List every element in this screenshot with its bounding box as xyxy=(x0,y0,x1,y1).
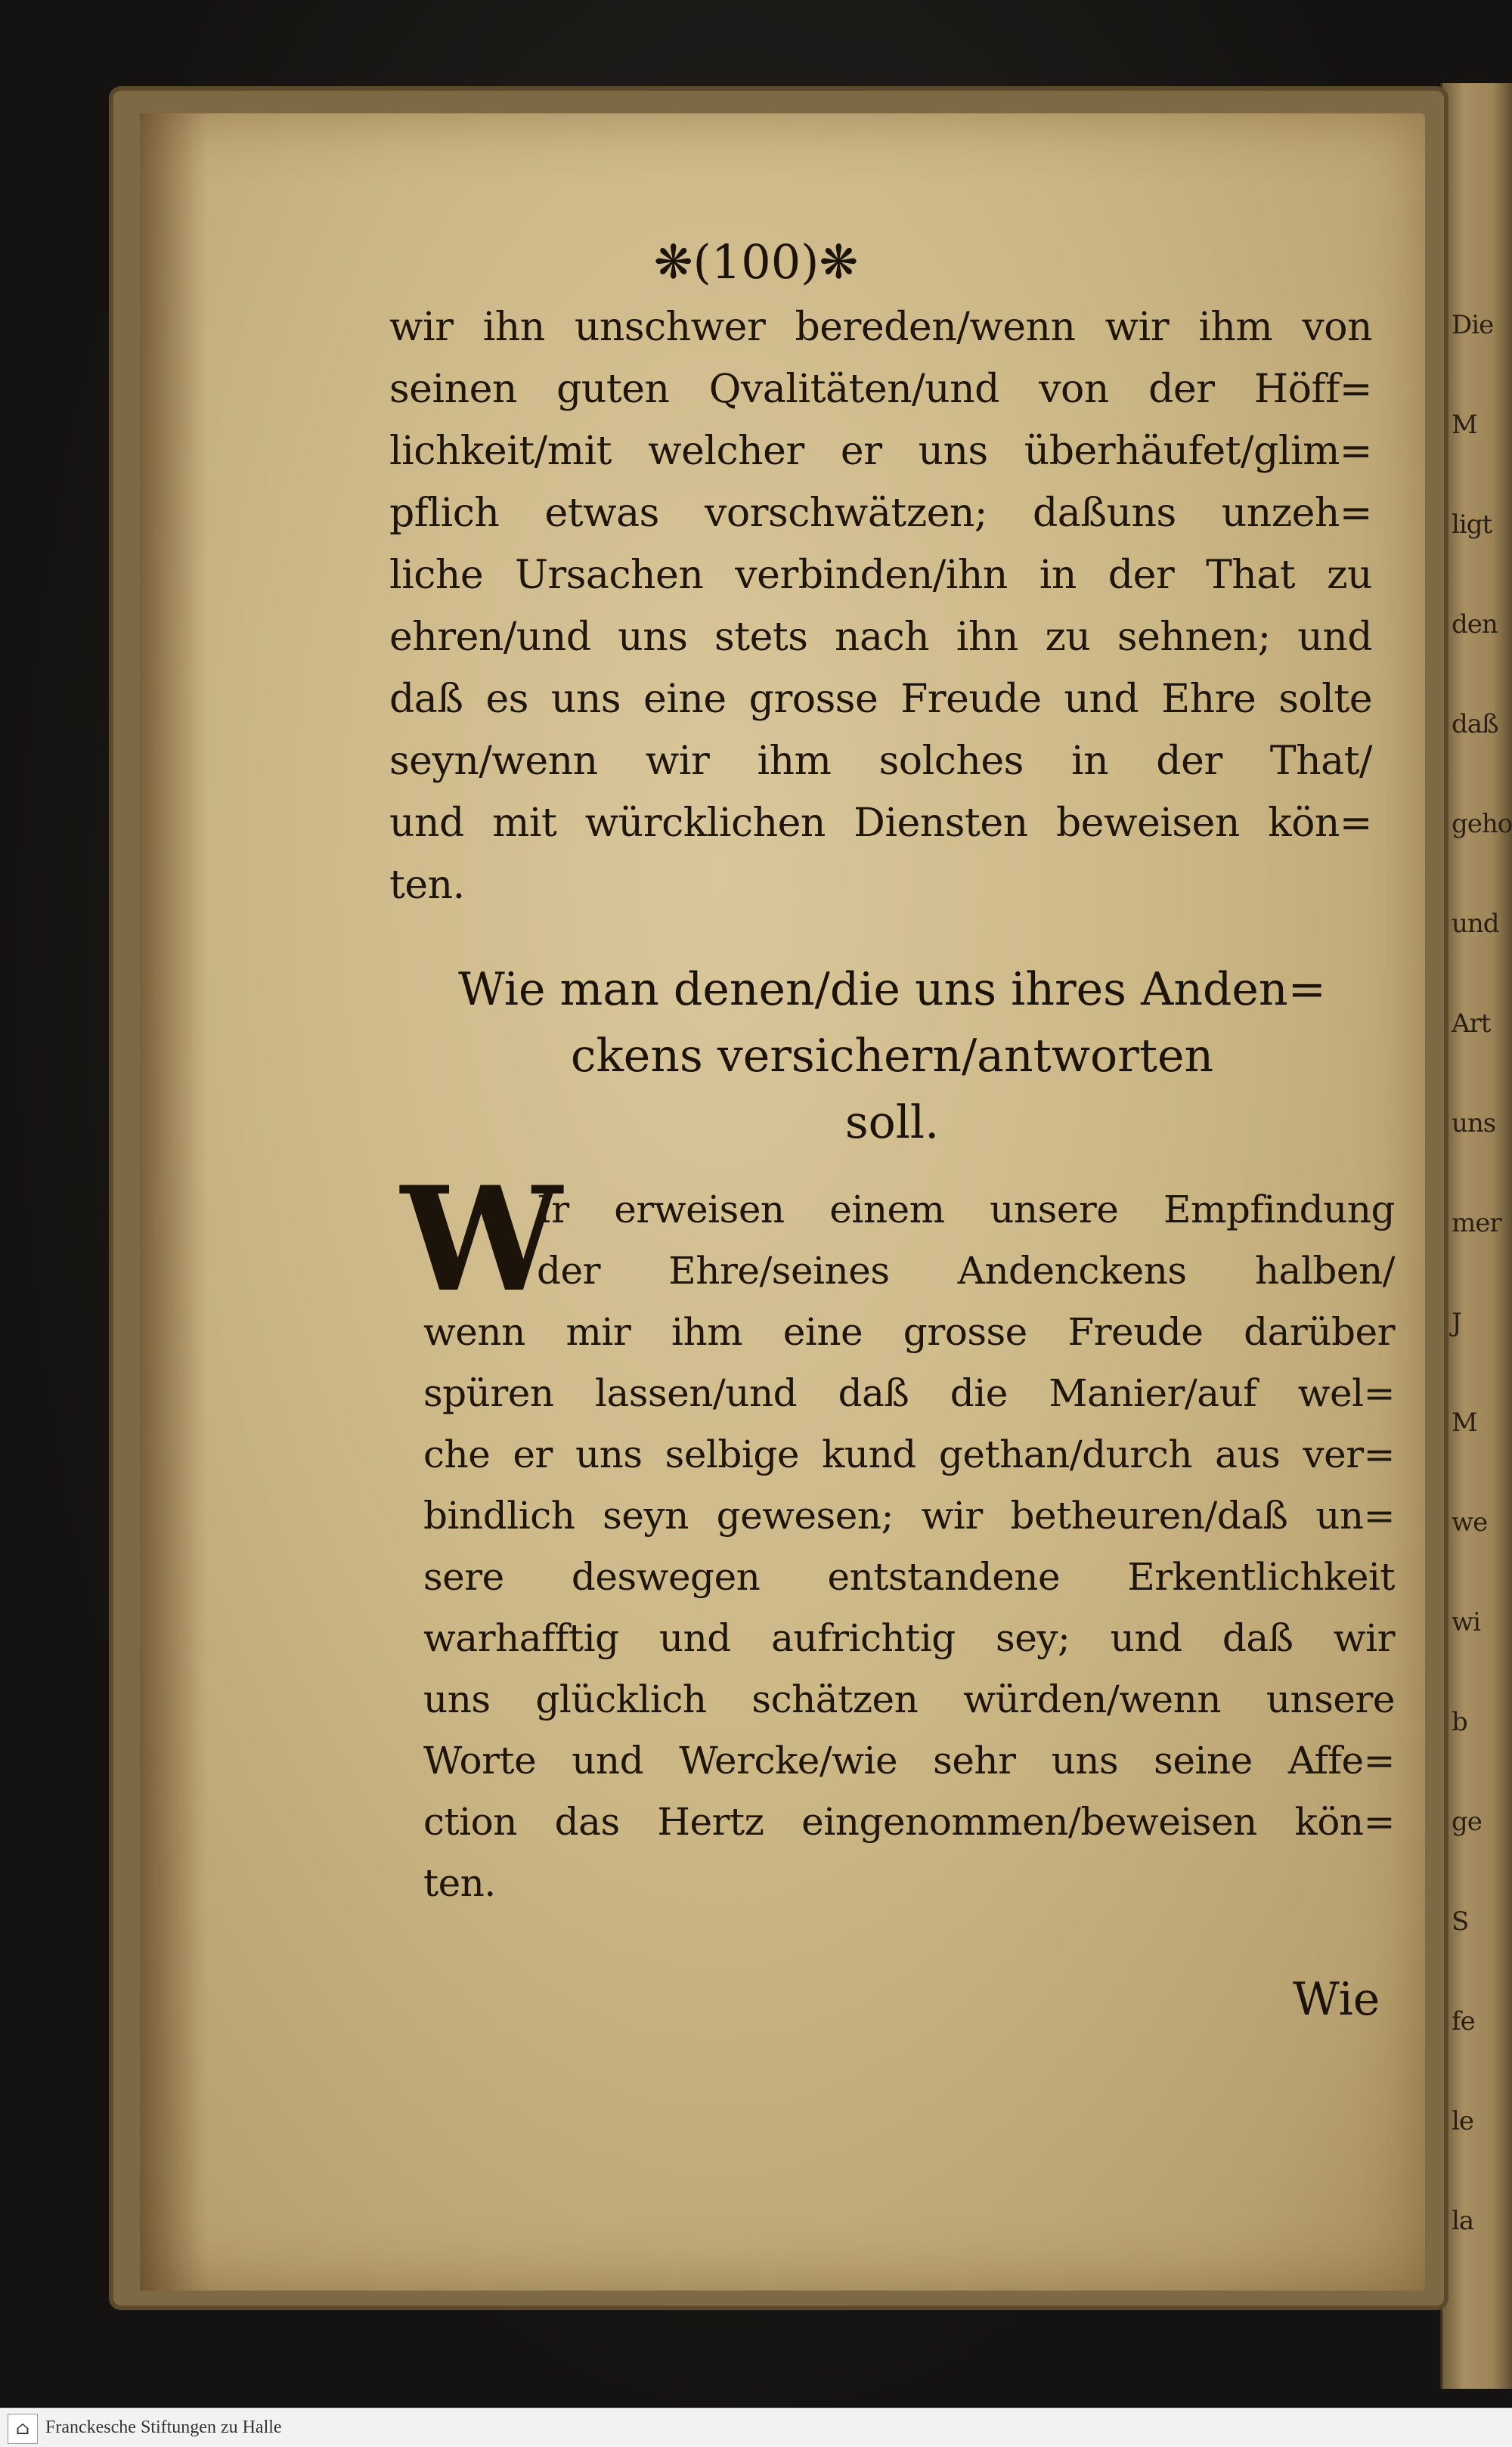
facing-page-text-fragment: den xyxy=(1452,609,1498,640)
text-line: ten. xyxy=(423,1861,496,1905)
catchword: Wie xyxy=(1293,1973,1380,2026)
facing-page-edge xyxy=(1440,83,1512,2389)
facing-page-text-fragment: J xyxy=(1452,1308,1461,1338)
text-line: che er uns selbige kund gethan/durch aus ver= xyxy=(423,1433,1395,1476)
footer-credit-text: Franckesche Stiftungen zu Halle xyxy=(45,2418,282,2437)
paragraph-2 xyxy=(423,1179,1395,1914)
facing-page-text-fragment: we xyxy=(1452,1507,1488,1538)
text-line: uns glücklich schätzen würden/wenn unsere xyxy=(423,1677,1395,1721)
heading-line: soll. xyxy=(844,1096,940,1149)
section-heading xyxy=(423,956,1361,1156)
page-number-header: ❋(100)❋ xyxy=(653,234,859,290)
text-line: liche Ursachen verbinden/ihn in der That zu xyxy=(389,553,1372,598)
heading-line: ckens versichern/antworten xyxy=(570,1030,1214,1083)
facing-page-text-fragment: la xyxy=(1452,2206,1474,2236)
facing-page-text-fragment: uns xyxy=(1452,1108,1496,1138)
paragraph-1 xyxy=(389,296,1372,916)
facing-page-text-fragment: ge xyxy=(1452,1807,1482,1837)
facing-page-text-fragment: wi xyxy=(1452,1607,1480,1637)
text-line: pflich etwas vorschwätzen; daßuns unzeh= xyxy=(389,491,1372,536)
facing-page-text-fragment: fe xyxy=(1452,2006,1475,2037)
text-line: wenn mir ihm eine grosse Freude darüber xyxy=(423,1310,1395,1354)
heading-line: Wie man denen/die uns ihres Anden= xyxy=(458,963,1326,1016)
text-line: daß es uns eine grosse Freude und Ehre solte xyxy=(389,677,1372,722)
footer-credit-bar xyxy=(0,2408,1512,2447)
text-line: ehren/und uns stets nach ihn zu sehnen; und xyxy=(389,615,1372,660)
text-line: sere deswegen entstandene Erkentlichkeit xyxy=(423,1555,1395,1599)
text-line: der Ehre/seines Andenckens halben/ xyxy=(537,1249,1395,1293)
facing-page-text-fragment: M xyxy=(1452,410,1477,440)
text-line: Ir erweisen einem unsere Empfindung xyxy=(537,1188,1395,1231)
text-line: warhafftig und aufrichtig sey; und daß wir xyxy=(423,1616,1395,1660)
facing-page-text-fragment: Die xyxy=(1452,310,1494,340)
facing-page-text-fragment: S xyxy=(1452,1906,1469,1937)
facing-page-text-fragment: Art xyxy=(1452,1008,1491,1039)
text-line: ten. xyxy=(389,863,465,908)
facing-page-text-fragment: mer xyxy=(1452,1208,1501,1238)
facing-page-text-fragment: b xyxy=(1452,1707,1467,1737)
institution-logo-icon: ⌂ xyxy=(8,2414,38,2444)
text-line: Worte und Wercke/wie sehr uns seine Affe= xyxy=(423,1739,1395,1783)
facing-page-text-fragment: ligt xyxy=(1452,510,1492,540)
text-line: wir ihn unschwer bereden/wenn wir ihm von xyxy=(389,305,1372,350)
text-line: seyn/wenn wir ihm solches in der That/ xyxy=(389,739,1372,784)
text-line: spüren lassen/und daß die Manier/auf wel= xyxy=(423,1371,1395,1415)
drop-capital: W xyxy=(401,1155,562,1324)
text-line: lichkeit/mit welcher er uns überhäufet/glim= xyxy=(389,429,1372,474)
text-line: seinen guten Qvalitäten/und von der Höff= xyxy=(389,367,1372,412)
facing-page-text-fragment: und xyxy=(1452,909,1499,939)
text-line: ction das Hertz eingenommen/beweisen kön= xyxy=(423,1800,1395,1844)
facing-page-text-fragment: geho xyxy=(1452,809,1512,839)
text-line: und mit würcklichen Diensten beweisen kön= xyxy=(389,801,1372,846)
gutter-shadow xyxy=(140,113,208,2291)
facing-page-text-fragment: daß xyxy=(1452,709,1498,739)
text-line: bindlich seyn gewesen; wir betheuren/daß un= xyxy=(423,1494,1395,1538)
facing-page-text-fragment: le xyxy=(1452,2106,1473,2136)
facing-page-text-fragment: M xyxy=(1452,1408,1477,1438)
